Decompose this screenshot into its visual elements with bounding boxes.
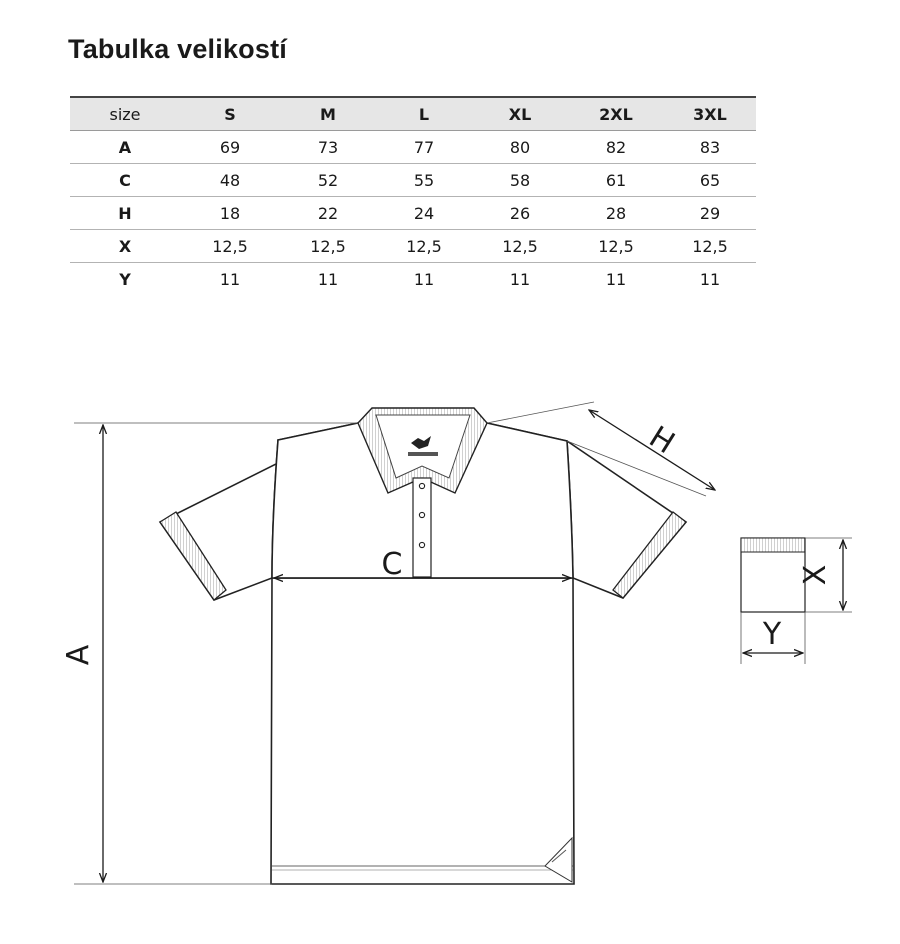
table-cell: 18 (180, 197, 280, 230)
header-2xl: 2XL (568, 97, 664, 131)
table-cell: 11 (509, 269, 531, 289)
table-cell: 52 (280, 164, 376, 197)
placket (413, 478, 431, 577)
label-a: A (61, 644, 96, 666)
table-cell: 12,5 (472, 230, 568, 263)
header-xl: XL (472, 97, 568, 131)
table-cell: 80 (472, 131, 568, 164)
table-cell: 65 (664, 164, 756, 197)
table-cell: 12,5 (180, 230, 280, 263)
table-cell: 24 (376, 197, 472, 230)
table-cell: 26 (472, 197, 568, 230)
table-cell: 83 (664, 131, 756, 164)
header-l: L (376, 97, 472, 131)
table-cell: 82 (568, 131, 664, 164)
table-cell: 77 (376, 131, 472, 164)
label-h: H (642, 419, 681, 462)
table-cell: 12,5 (376, 230, 472, 263)
table-cell: 55 (376, 164, 472, 197)
table-cell: 11 (317, 269, 339, 289)
table-cell: 73 (280, 131, 376, 164)
table-cell: 48 (180, 164, 280, 197)
cuff-detail (741, 538, 852, 664)
page-title: Tabulka velikostí (68, 34, 287, 64)
header-size: size (70, 97, 180, 131)
table-cell: 11 (699, 269, 721, 289)
table-cell: 29 (664, 197, 756, 230)
row-label-a: A (70, 131, 180, 164)
header-3xl: 3XL (664, 97, 756, 131)
table-cell: 58 (472, 164, 568, 197)
table-cell: 11 (413, 269, 435, 289)
label-x: X (798, 564, 833, 586)
header-m: M (280, 97, 376, 131)
row-label-h: H (70, 197, 180, 230)
header-s: S (180, 97, 280, 131)
row-label-x: X (70, 230, 180, 263)
shirt-body (271, 578, 574, 884)
table-cell: 12,5 (664, 230, 756, 263)
table-cell: 28 (568, 197, 664, 230)
table-cell: 11 (605, 269, 627, 289)
table-cell: 61 (568, 164, 664, 197)
table-cell: 12,5 (568, 230, 664, 263)
label-c: C (381, 547, 403, 582)
table-cell: 69 (180, 131, 280, 164)
table-cell: 12,5 (280, 230, 376, 263)
row-label-c: C (70, 164, 180, 197)
label-y: Y (762, 617, 782, 652)
table-cell: 22 (280, 197, 376, 230)
table-cell: 11 (219, 269, 241, 289)
row-label-y: Y (119, 269, 131, 289)
